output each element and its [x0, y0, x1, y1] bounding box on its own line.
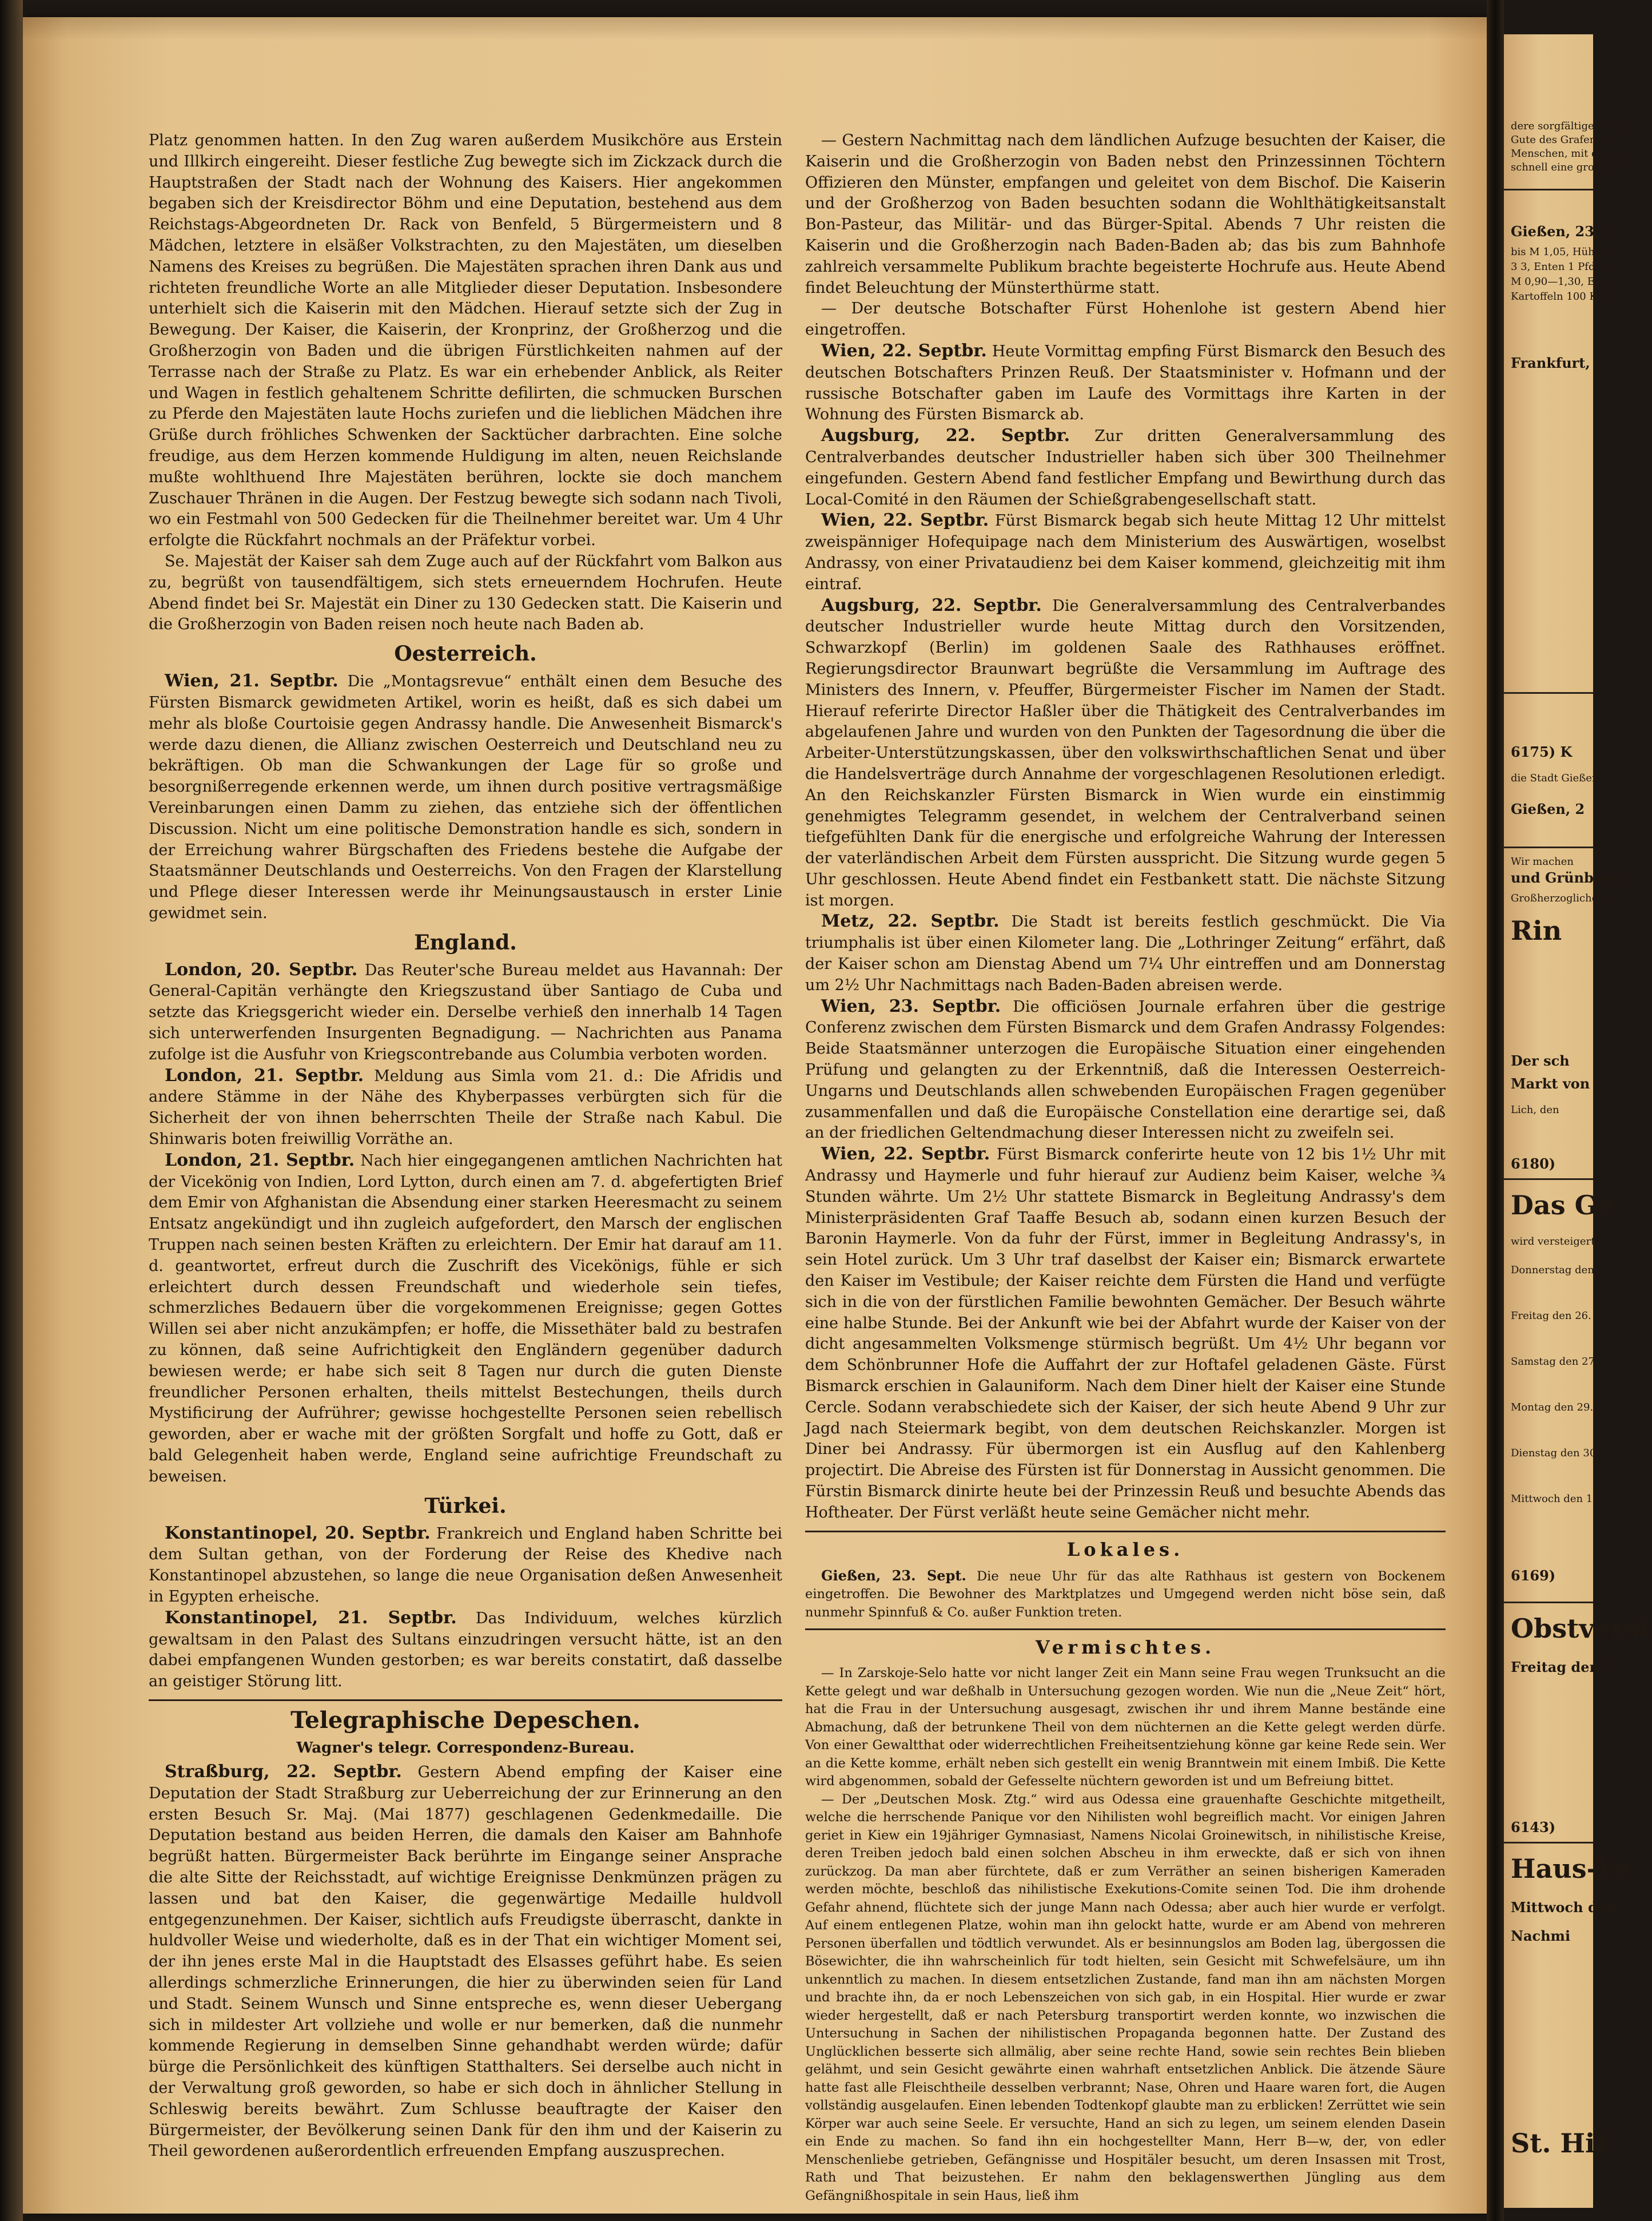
fragment-rule: [1504, 692, 1593, 694]
fragment-text: Lich, den: [1511, 1104, 1559, 1116]
fragment-text: Gießen, 23. S: [1511, 223, 1614, 240]
section-heading-england: England.: [414, 930, 517, 955]
dateline: Wien, 22. Septbr.: [821, 510, 989, 531]
fragment-rule: [1504, 1842, 1593, 1843]
book-binding: [0, 0, 23, 2221]
dateline: Konstantinopel, 21. Septbr.: [165, 1607, 457, 1628]
dateline: London, 20. Septbr.: [165, 959, 358, 980]
article-text: Fürst Bismarck conferirte heute von 12 bis 1½ Uhr mit Andrassy und Haymerle und fuhr hierauf zur Audienz beim Kaiser, welche ¾ Stunden währte. Um 2½ Uhr stattete Bismarck in Begleitung Andrassy's dem Ministerpräsidenten Graf Taaffe Besuch ab, sodann einen kurzen Besuch der Baronin Haymerle. Von da fuhr der Fürst, immer in Begleitung Andrassy's, in sein Hotel zurück. Um 3 Uhr traf daselbst der Kaiser ein; Bismarck erwartete den Kaiser im Vestibule; der Kaiser reichte dem Fürsten die Hand und verfügte sich in die von der fürstlichen Familie bewohnten Gemächer. Der Besuch währte eine halbe Stunde. Bei der Ankunft wie bei der Abfahrt wurde der Kaiser von der dicht angesammelten Volksmenge stürmisch begrüßt. Um 4½ Uhr begann vor dem Schönbrunner Hofe die Auffahrt der zur Hoftafel geladenen Gäste. Fürst Bismarck erschien in Galauniform. Nach dem Diner hielt der Kaiser eine Stunde Cercle. Sodann verabschiedete sich der Kaiser, der sich heute Abend 9 Uhr zur Jagd nach Steiermark begibt, von dem deutschen Reichskanzler. Morgen ist Diner bei Andrassy. Für übermorgen ist ein Ausflug auf den Kahlenberg projectirt. Die Abreise des Fürsten ist für Donnerstag in Aussicht genommen. Die Fürstin Bismarck dinirte heute bei der Prinzessin Reuß und besuchte Abends das Hoftheater. Der Fürst verläßt heute seine Gemächer nicht mehr.: [805, 1146, 1446, 1521]
fragment-text: M 0,90—1,30, Eier: [1511, 276, 1609, 288]
fragment-text: Nachmi: [1511, 1928, 1571, 1944]
dateline: Wien, 22. Septbr.: [821, 1144, 990, 1165]
fragment-text: Haus-Ve: [1511, 1853, 1631, 1884]
article-text: Die Stadt ist bereits festlich geschmückt. Die Via triumphalis ist über einen Kilometer lang. Die „Lothringer Zeitung“ erfährt, daß der Kaiser schon am Dienstag Abend um 7¼ Uhr eintreffen und am Donnerstag um 2½ Uhr Nachmittags nach Baden-Baden abreisen werde.: [805, 913, 1446, 994]
article-paragraph: — Der deutsche Botschafter Fürst Hohenlohe ist gestern Abend hier eingetroffen.: [805, 300, 1446, 339]
fragment-text: 6169): [1511, 1567, 1556, 1584]
fragment-text: Mittwoch den 1.: [1511, 1493, 1596, 1505]
fragment-text: Donnerstag den: [1511, 1264, 1594, 1276]
fragment-rule: [1504, 189, 1593, 190]
section-divider: [805, 1628, 1446, 1630]
fragment-text: Gießen, 2: [1511, 801, 1585, 817]
article-text: Heute Vormittag empfing Fürst Bismarck den Besuch des deutschen Botschafters Prinzen Reuß. Der Staatsminister v. Hofmann und der russische Botschafter gaben im Laufe des Vormittags ihre Karten in der Wohnung des Fürsten Bismarck ab.: [805, 342, 1446, 424]
fragment-text: Gute des Grafen B—: [1511, 134, 1618, 146]
fragment-text: wird versteigert:: [1511, 1235, 1599, 1247]
article-text: Gestern Abend empfing der Kaiser eine Deputation der Stadt Straßburg zur Ueberreichung der zur Erinnerung an den ersten Besuch Sr. Maj. (Mai 1877) geschlagenen Gedenkmedaille. Die Deputation bestand aus beiden Herren, die damals den Kaiser am Bahnhofe begrüßt hatten. Bürgermeister Back berührte im Eingange seiner Ansprache die alte Sitte der Reichsstadt, auf wichtige Ereignisse Denkmünzen prägen zu lassen und bat den Kaiser, die gegenwärtige Medaille huldvoll entgegenzunehmen. Der Kaiser, sichtlich aufs Freudigste überrascht, dankte in huldvoller Weise und wiederholte, daß es in der That ein wichtiger Moment sei, der ihn jenes erste Mal in die Hauptstadt des Elsasses geführt habe. Es seien allerdings schmerzliche Erinnerungen, die hier zu überwinden seien für Land und Stadt. Seinem Wunsch und Sinne entspreche es, wenn dieser Uebergang sich in mildester Art vollziehe und wolle er nur bemerken, daß die nunmehr kommende Regierung in demselben Sinne gehandhabt werden würde; dafür bürge die Persönlichkeit des künftigen Statthalters. Sei derselbe auch nicht in der Verwaltung groß geworden, so habe er sich doch in ähnlicher Stellung in Schleswig bereits bewährt. Zum Schlusse beauftragte der Kaiser den Bürgermeister, der Bevölkerung seinen Dank für den ihm und der Kaiserin zu Theil gewordenen außerordentlich erfreuenden Empfang auszusprechen.: [149, 1763, 783, 2160]
dateline: Gießen, 23. Sept.: [821, 1567, 966, 1584]
fragment-text: Markt von: [1511, 1075, 1590, 1092]
article-paragraph: — Der „Deutschen Mosk. Ztg.“ wird aus Odessa eine grauenhafte Geschichte mitgetheilt, welche die herrschende Panique vor den Nihilisten wohl begreiflich macht. Vor einigen Jahren geriet in Kiew ein 19jähriger Gymnasiast, Namens Nicolai Groinewitsch, in nihilistische Kreise, deren Treiben jedoch bald einen solchen Abscheu in ihm erweckte, daß er sich von ihnen zurückzog. Da man aber fürchtete, daß er zum Verräther an seinen bisherigen Kameraden werden möchte, beschloß das nihilistische Exekutions-Comite seinen Tod. Die ihm drohende Gefahr ahnend, flüchtete sich der junge Mann nach Odessa; aber auch hier wurde er verfolgt. Auf einem entlegenen Platze, wohin man ihn gelockt hatte, wurde er am Abend von mehreren Personen überfallen und tödtlich verwundet. Als er besinnungslos am Boden lag, übergossen die Bösewichter, die ihn wahrscheinlich für todt hielten, sein Gesicht mit Schwefelsäure, um ihn unkenntlich zu machen. In diesem entsetzlichen Zustande, fand man ihn am nächsten Morgen und brachte ihn, da er noch Lebenszeichen von sich gab, in ein Hospital. Hier wurde er zwar wieder hergestellt, daß er nach Petersburg transportirt werden konnte, wo inzwischen die Untersuchung in Sachen der nihilistischen Propaganda begonnen hatte. Der Zustand des Unglücklichen besserte sich allmälig, aber seine rechte Hand, sowie sein rechtes Bein blieben gelähmt, und sein Gesicht gewährte einen wahrhaft entsetzlichen Anblick. Die ätzende Säure hatte fast alle Fleischtheile desselben verbrannt; Nase, Ohren und Haare waren fort, die Augen vollständig ausgelaufen. Einen lebenden Todtenkopf glaubte man zu erblicken! Zerrüttet wie sein Körper war auch seine Seele. Er versuchte, Hand an sich zu legen, um seinem elenden Dasein ein Ende zu machen. So fand ihn ein hochgestellter Mann, Herr B—w, der, von edler Menschenliebe getrieben, Gefängnisse und Hospitäler besucht, um deren Insassen mit Trost, Rath und That beizustehen. Er nahm den beklagenswerthen Jüngling aus dem Gefängnißhospitale in sein Haus, ließ ihm: [805, 1791, 1446, 2203]
section-heading-tuerkei: Türkei.: [424, 1493, 507, 1518]
article-text: Fürst Bismarck begab sich heute Mittag 12 Uhr mittelst zweispänniger Hofequipage nach dem Ministerium des Auswärtigen, woselbst Andrassy, von einer Privataudienz bei dem Kaiser kommend, gleichzeitig mit ihm eintraf.: [805, 512, 1446, 593]
fragment-text: Wir machen: [1511, 856, 1574, 868]
fragment-text: Rin: [1511, 915, 1562, 946]
dateline: Augsburg, 22. Septbr.: [821, 426, 1070, 446]
section-title-telegraph: Telegraphische Depeschen.: [290, 1706, 640, 1734]
article-text: Die Generalversammlung des Centralverbandes deutscher Industrieller wurde heute Mittag durch den Vorsitzenden, Schwarzkopf (Berlin) im goldenen Saale des Rathhauses eröffnet. Regierungsdirector Braunwart begrüßte die Versammlung im Auftrage des Ministers des Innern, v. Pfeuffer, Bürgermeister Fischer im Namen der Stadt. Hierauf referirte Director Haßler über die Thätigkeit des Centralverbandes im abgelaufenen Jahre und wurden von den Punkten der Tagesordnung die über die Arbeiter-Unterstützungskassen, über den volkswirthschaftlichen Senat und über die Handelsverträge durch Annahme der vorgeschlagenen Resolutionen erledigt. An den Reichskanzler Fürsten Bismarck in Wien wurde ein einstimmig genehmigtes Telegramm gesendet, in welchem der Centralverband seinen tiefgefühlten Dank für die energische und erfolgreiche Wahrung der Interessen der vaterländischen Arbeit dem Fürsten ausspricht. Die Sitzung wurde gegen 5 Uhr geschlossen. Heute Abend findet ein Festbankett statt. Die nächste Sitzung ist morgen.: [805, 597, 1446, 909]
article-text: Die officiösen Journale erfahren über die gestrige Conferenz zwischen dem Fürsten Bismarck und dem Grafen Andrassy Folgendes: Beide Staatsmänner unterzogen die Europäische Situation einer eingehenden Prüfung und gelangten zu der Erkenntniß, daß die Interessen Oesterreich-Ungarns und Deutschlands allen schwebenden Europäischen Fragen gegenüber zusammenfallen und daß die Europäische Constellation eine derartige sei, daß an der friedlichen Geltendmachung dieser Interessen nicht zu zweifeln sei.: [805, 998, 1446, 1142]
dateline: Metz, 22. Septbr.: [821, 911, 1000, 932]
fragment-text: schnell eine große Er: [1511, 161, 1623, 173]
fragment-text: 6180): [1511, 1155, 1556, 1172]
fragment-rule: [1504, 847, 1593, 848]
fragment-text: bis M 1,05, Hühner: [1511, 246, 1613, 258]
fragment-text: Freitag den 26.: [1511, 1310, 1591, 1322]
fragment-text: und Grünberg: [1511, 869, 1619, 886]
adjacent-page-fragment: [1504, 34, 1652, 2208]
article-paragraph: Platz genommen hatten. In den Zug waren außerdem Musikchöre aus Erstein und Illkirch eingereiht. Dieser festliche Zug bewegte sich im Zickzack durch die Hauptstraßen der Stadt nach der Wohnung des Kaisers. Hier angekommen begaben sich der Kreisdirector Böhm und eine Deputation, bestehend aus dem Reichstags-Abgeordneten Dr. Rack von Benfeld, 5 Bürgermeistern und 8 Mädchen, letztere in elsäßer Volkstrachten, zu den Majestäten, um dieselben Namens des Kreises zu begrüßen. Die Majestäten sprachen ihren Dank aus und richteten freundliche Worte an alle Mitglieder dieser Deputation. Insbesondere unterhielt sich die Kaiserin mit den Mädchen. Hierauf setzte sich der Zug in Bewegung. Der Kaiser, die Kaiserin, der Kronprinz, der Großherzog und die Großherzogin von Baden und die übrigen Fürstlichkeiten nahmen auf der Terrasse nach der Straße zu Platz. Es war ein erhebender Anblick, als Reiter und Wagen in festlich gehaltenem Schritte defilirten, die schmucken Burschen zu Pferde den Majestäten laute Hochs zuriefen und die lieblichen Mädchen ihre Grüße durch fröhliches Schwenken der Sacktücher darbrachten. Eine solche freudige, aus dem Herzen kommende Huldigung im alten, neuen Reichslande mußte wohlthuend Ihre Majestäten berühren, lockte sie doch manchem Zuschauer Thränen in die Augen. Der Festzug bewegte sich sodann nach Tivoli, wo ein Festmahl von 500 Gedecken für die Theilnehmer bereitet war. Um 4 Uhr erfolgte die Rückfahrt nochmals an der Präfektur vorbei.: [149, 132, 782, 550]
fragment-text: Menschen, mit dem s: [1511, 148, 1623, 160]
fragment-text: Freitag den 2: [1511, 1659, 1614, 1675]
dateline: Straßburg, 22. Septbr.: [165, 1761, 402, 1782]
article-paragraph: — Gestern Nachmittag nach dem ländlichen Aufzuge besuchten der Kaiser, die Kaiserin und die Großherzogin von Baden nebst den Prinzessinnen Töchtern Offizieren den Münster, empfangen und geleitet von dem Bischof. Die Kaiserin und der Großherzog von Baden besuchten sodann die Wohlthätigkeitsanstalt Bon-Pasteur, das Militär- und das Bürger-Spital. Abends 7 Uhr reisten die Kaiserin und die Großherzogin nach Baden-Baden ab; das bis zum Bahnhofe zahlreich versammelte Publikum brachte begeisterte Hochrufe aus. Heute Abend findet Beleuchtung der Münsterthürme statt.: [805, 132, 1446, 297]
section-heading-oesterreich: Oesterreich.: [394, 642, 537, 666]
article-paragraph: — In Zarskoje-Selo hatte vor nicht langer Zeit ein Mann seine Frau wegen Trunksucht an die Kette gelegt und war deßhalb in Untersuchung gezogen worden. Wie nun die „Neue Zeit“ hört, hat die Frau in der Untersuchung ausgesagt, zwischen ihr und ihrem Manne bestände eine Abmachung, daß der betrunkene Theil von dem nüchternen an die Kette gelegt werden dürfe. Von einer Gewaltthat oder widerrechtlichen Freiheitsentziehung könne gar keine Rede sein. Wer an die Kette komme, erhält neben sich gestellt ein wenig Branntwein mit einem Imbiß. Die Kette wird abgenommen, sobald der Gefesselte nüchtern geworden ist und um Befreiung bittet.: [805, 1666, 1446, 1789]
fragment-text: dere sorgfältige Pflege: [1511, 120, 1630, 132]
fragment-text: Kartoffeln 100 Kilo: [1511, 291, 1610, 303]
article-text: Die neue Uhr für das alte Rathhaus ist gestern von Bockenem eingetroffen. Die Bewohner des Marktplatzes und Umgegend werden nicht böse sein, daß nunmehr Spinnfuß & Co. außer Funktion treten.: [805, 1568, 1446, 1620]
fragment-text: Mittwoch den: [1511, 1899, 1617, 1916]
fragment-text: die Stadt Gießen: [1511, 772, 1599, 784]
fragment-text: 3 3, Enten 1 Pfd. 60: [1511, 261, 1615, 273]
dateline: London, 21. Septbr.: [165, 1150, 355, 1170]
section-heading-vermischtes: Vermischtes.: [1035, 1636, 1216, 1659]
fragment-text: Dienstag den 30.: [1511, 1447, 1599, 1459]
dateline: Augsburg, 22. Septbr.: [821, 595, 1042, 615]
article-paragraph: Se. Majestät der Kaiser sah dem Zuge auch auf der Rückfahrt vom Balkon aus zu, begrüßt von tausendfältigem, sich stets erneuerndem Hochrufen. Heute Abend findet bei Sr. Majestät ein Diner zu 130 Gedecken statt. Die Kaiserin und die Großherzogin von Baden reisen noch heute nach Baden ab.: [149, 552, 782, 634]
section-subtitle: Wagner's telegr. Correspondenz-Bureau.: [296, 1739, 635, 1757]
fragment-text: Samstag den 27.: [1511, 1356, 1598, 1368]
fragment-text: Frankfurt,: [1511, 355, 1590, 371]
fragment-text: Der sch: [1511, 1052, 1570, 1069]
dateline: London, 21. Septbr.: [165, 1065, 364, 1086]
fragment-text: St. Hil: [1511, 2128, 1605, 2159]
article-text: Zur dritten Generalversammlung des Centralverbandes deutscher Industrieller haben sich über 300 Theilnehmer eingefunden. Gestern Abend fand festlicher Empfang und Bewirthung durch das Local-Comité in den Räumen der Schießgrabengesellschaft statt.: [805, 427, 1446, 508]
fragment-text: Das Ge: [1511, 1190, 1614, 1221]
dateline: Wien, 23. Septbr.: [821, 996, 1001, 1016]
article-text: Die „Montagsrevue“ enthält einen dem Besuche des Fürsten Bismarck gewidmeten Artikel, worin es heißt, daß es sich dabei um mehr als bloße Courtoisie gegen Andrassy handle. Die Anwesenheit Bismarck's werde dazu dienen, die Allianz zwischen Oesterreich und Deutschland neu zu bekräftigen. Ob man die Schwankungen der Lage für so große und besorgnißerregende erkennen werde, um ihnen durch positive vertragsmäßige Vereinbarungen einen Damm zu ziehen, das entziehe sich der öffentlichen Discussion. Nicht um eine politische Demonstration handle es sich, sondern in der Erreichung wahrer Bürgschaften des Friedens bestehe die Aufgabe der Staatsmänner Deutschlands und Oesterreichs. Von den Fragen der Klarstellung und Pflege dieser Interessen werde ihr Meinungsaustausch in erster Linie gewidmet sein.: [149, 673, 782, 922]
left-column: [149, 130, 782, 2162]
section-heading-lokales: Lokales.: [1066, 1538, 1184, 1560]
article-text: Nach hier eingegangenen amtlichen Nachrichten hat der Vicekönig von Indien, Lord Lytton, durch einen am 7. d. abgefertigten Brief dem Emir von Afghanistan die Absendung einer starken Heeresmacht zu seinem Entsatz angekündigt und ihn zugleich aufgefordert, den Marsch der englischen Truppen nach seinen besten Kräften zu erleichtern. Der Emir hat darauf am 11. d. geantwortet, erfreut durch die Zuschrift des Vicekönigs, fühle er sich erleichtert durch dessen Freundschaft und wiederhole sein tiefes, schmerzliches Bedauern über die vorgekommenen Ereignisse; gegen Gottes Willen sei aber nicht anzukämpfen; er hoffe, die Missethäter bald zu bestrafen zu können, daß seine Aufrichtigkeit den Engländern gegenüber dadurch bewiesen werde; er habe sich seit 8 Tagen nur durch die guten Dienste freundlicher Personen erhalten, theils mittelst Bestechungen, theils durch Mystificirung der Aufrührer; gewisse hochgestellte Personen seien rebellisch geworden, aber er wache mit der größten Sorgfalt und hoffe zu Gott, daß er bald Gelegenheit haben werde, England seine aufrichtige Freundschaft zu beweisen.: [149, 1151, 782, 1485]
article-text: Frankreich und England haben Schritte bei dem Sultan gethan, von der Forderung der Reise des Khedive nach Konstantinopel abzustehen, so lange die neue Organisation deßen Anwesenheit in Egypten erheische.: [149, 1524, 782, 1606]
fragment-rule: [1504, 1602, 1593, 1603]
right-column: [805, 130, 1446, 2205]
fragment-text: 6143): [1511, 1819, 1556, 1835]
dateline: Wien, 22. Septbr.: [821, 340, 987, 361]
article-text: Das Individuum, welches kürzlich gewaltsam in den Palast des Sultans einzudringen versucht hätte, ist an den dabei empfangenen Wunden gestorben; es war bereits constatirt, daß dasselbe an geistiger Störung litt.: [149, 1609, 782, 1691]
page-shade: [23, 17, 1487, 40]
fragment-text: Obstverst: [1511, 1613, 1652, 1644]
section-divider: [149, 1699, 782, 1701]
fragment-text: Großherzoglichen: [1511, 892, 1605, 904]
fragment-text: Montag den 29.: [1511, 1401, 1594, 1413]
article-text: Das Reuter'sche Bureau meldet aus Havannah: Der General-Capitän verhängte den Kriegszustand über Santiago de Cuba und setzte das Kriegsgericht wieder ein. Derselbe verhieß den innerhalb 14 Tagen sich unterwerfenden Insurgenten Begnadigung. — Nachrichten aus Panama zufolge ist die Ausfuhr von Kriegscontrebande aus Columbia verboten worden.: [149, 961, 782, 1063]
dateline: Wien, 21. Septbr.: [165, 671, 339, 692]
article-text: Meldung aus Simla vom 21. d.: Die Afridis und andere Stämme in der Nähe des Khyberpasses verbürgten sich für die Sicherheit der von ihnen beherrschten Theile der Straße nach Kabul. Die Shinwaris boten freiwillig Vorräthe an.: [149, 1067, 782, 1149]
section-divider: [805, 1531, 1446, 1532]
page-gutter: [1487, 0, 1504, 2221]
fragment-rule: [1504, 1178, 1593, 1180]
fragment-text: 6175) K: [1511, 744, 1573, 760]
dateline: Konstantinopel, 20. Septbr.: [165, 1523, 431, 1543]
